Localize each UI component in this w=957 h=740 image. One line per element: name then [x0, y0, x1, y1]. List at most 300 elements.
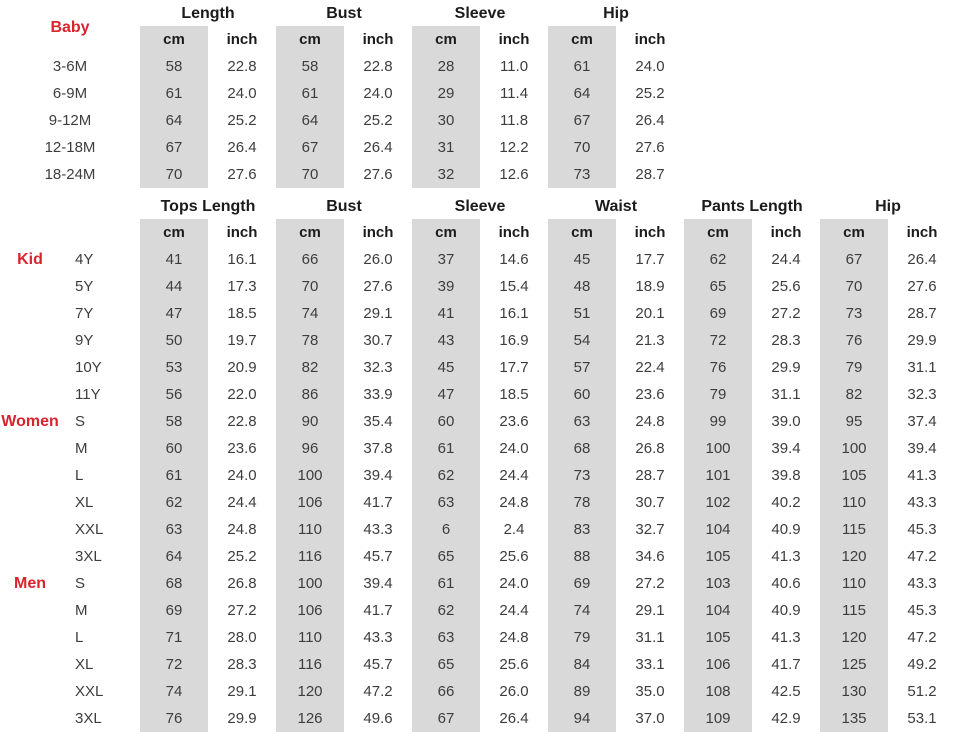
value-cell: 37.0	[635, 710, 665, 727]
value-cell: 86	[276, 381, 344, 408]
value-cell: 53.1	[907, 710, 937, 727]
value-cell: 23.6	[635, 386, 665, 403]
value-cell: 12.2	[499, 139, 529, 156]
value-cell: 29.9	[227, 710, 257, 727]
value-cell: 110	[276, 624, 344, 651]
value-cell: 56	[140, 381, 208, 408]
value-cell: 51	[548, 300, 616, 327]
value-cell: 63	[140, 516, 208, 543]
value-cell: 40.9	[771, 602, 801, 619]
value-cell: 68	[140, 570, 208, 597]
value-cell: 17.7	[499, 359, 529, 376]
value-cell: 37	[412, 246, 480, 273]
value-cell: 24.4	[227, 494, 257, 511]
value-cell: 26.4	[907, 251, 937, 268]
value-cell: 101	[684, 462, 752, 489]
value-cell: 61	[412, 570, 480, 597]
size-label: 10Y	[75, 359, 102, 376]
unit-header-inch: inch	[226, 224, 258, 241]
value-cell: 66	[276, 246, 344, 273]
value-cell: 73	[820, 300, 888, 327]
value-cell: 45.7	[363, 656, 393, 673]
value-cell: 39.0	[771, 413, 801, 430]
value-cell: 100	[276, 570, 344, 597]
unit-header-cm: cm	[548, 26, 616, 53]
value-cell: 65	[412, 651, 480, 678]
unit-header-cm: cm	[684, 219, 752, 246]
value-cell: 27.2	[771, 305, 801, 322]
value-cell: 49.6	[363, 710, 393, 727]
value-cell: 45	[548, 246, 616, 273]
size-label: XXL	[75, 683, 104, 700]
value-cell: 95	[820, 408, 888, 435]
value-cell: 33.9	[363, 386, 393, 403]
value-cell: 25.6	[499, 548, 529, 565]
value-cell: 50	[140, 327, 208, 354]
value-cell: 16.1	[227, 251, 257, 268]
value-cell: 120	[820, 543, 888, 570]
column-group-header: Bust	[326, 198, 362, 215]
value-cell: 43.3	[363, 521, 393, 538]
value-cell: 109	[684, 705, 752, 732]
value-cell: 12.6	[499, 166, 529, 183]
value-cell: 106	[276, 597, 344, 624]
column-group-header: Sleeve	[454, 5, 506, 22]
value-cell: 16.1	[499, 305, 529, 322]
value-cell: 83	[548, 516, 616, 543]
value-cell: 32.3	[363, 359, 393, 376]
value-cell: 67	[412, 705, 480, 732]
value-cell: 65	[684, 273, 752, 300]
size-label: 4Y	[75, 251, 94, 268]
value-cell: 73	[548, 161, 616, 188]
value-cell: 41.3	[771, 548, 801, 565]
value-cell: 27.6	[907, 278, 937, 295]
value-cell: 76	[820, 327, 888, 354]
unit-header-cm: cm	[412, 26, 480, 53]
column-group-header: Hip	[603, 5, 629, 22]
value-cell: 100	[684, 435, 752, 462]
value-cell: 24.4	[499, 602, 529, 619]
value-cell: 116	[276, 651, 344, 678]
value-cell: 79	[684, 381, 752, 408]
section-label-kid: Kid	[17, 250, 43, 268]
section-label-women: Women	[1, 412, 59, 430]
value-cell: 25.6	[499, 656, 529, 673]
value-cell: 29.1	[227, 683, 257, 700]
value-cell: 25.2	[227, 548, 257, 565]
value-cell: 29.9	[771, 359, 801, 376]
value-cell: 26.8	[227, 575, 257, 592]
column-group-header: Bust	[326, 5, 362, 22]
value-cell: 22.0	[227, 386, 257, 403]
value-cell: 76	[140, 705, 208, 732]
value-cell: 26.4	[499, 710, 529, 727]
table-label-baby: Baby	[50, 18, 90, 36]
value-cell: 41.3	[907, 467, 937, 484]
value-cell: 61	[548, 53, 616, 80]
value-cell: 47	[412, 381, 480, 408]
value-cell: 70	[276, 273, 344, 300]
value-cell: 64	[276, 107, 344, 134]
value-cell: 25.2	[363, 112, 393, 129]
column-group-header: Waist	[594, 198, 638, 215]
size-label: 3-6M	[52, 58, 88, 75]
value-cell: 22.8	[363, 58, 393, 75]
value-cell: 11.4	[499, 85, 529, 102]
value-cell: 27.6	[363, 166, 393, 183]
value-cell: 28	[412, 53, 480, 80]
value-cell: 25.2	[227, 112, 257, 129]
value-cell: 104	[684, 597, 752, 624]
value-cell: 70	[140, 161, 208, 188]
value-cell: 64	[140, 543, 208, 570]
value-cell: 61	[412, 435, 480, 462]
unit-header-inch: inch	[226, 31, 258, 48]
value-cell: 57	[548, 354, 616, 381]
value-cell: 22.8	[227, 413, 257, 430]
value-cell: 54	[548, 327, 616, 354]
value-cell: 67	[548, 107, 616, 134]
unit-header-inch: inch	[770, 224, 802, 241]
value-cell: 49.2	[907, 656, 937, 673]
value-cell: 58	[140, 408, 208, 435]
value-cell: 32.7	[635, 521, 665, 538]
value-cell: 28.7	[907, 305, 937, 322]
value-cell: 45.3	[907, 602, 937, 619]
value-cell: 32.3	[907, 386, 937, 403]
value-cell: 41.7	[363, 494, 393, 511]
value-cell: 66	[412, 678, 480, 705]
value-cell: 130	[820, 678, 888, 705]
value-cell: 18.5	[227, 305, 257, 322]
value-cell: 26.8	[635, 440, 665, 457]
value-cell: 28.7	[635, 467, 665, 484]
value-cell: 17.3	[227, 278, 257, 295]
value-cell: 11.0	[499, 58, 529, 75]
value-cell: 24.8	[227, 521, 257, 538]
value-cell: 82	[276, 354, 344, 381]
unit-header-inch: inch	[906, 224, 938, 241]
value-cell: 27.6	[635, 139, 665, 156]
value-cell: 18.5	[499, 386, 529, 403]
value-cell: 27.2	[227, 602, 257, 619]
value-cell: 99	[684, 408, 752, 435]
value-cell: 37.8	[363, 440, 393, 457]
value-cell: 74	[140, 678, 208, 705]
value-cell: 17.7	[635, 251, 665, 268]
value-cell: 39.4	[907, 440, 937, 457]
value-cell: 96	[276, 435, 344, 462]
value-cell: 62	[412, 462, 480, 489]
value-cell: 29.1	[635, 602, 665, 619]
value-cell: 74	[548, 597, 616, 624]
size-label: 11Y	[75, 386, 101, 403]
value-cell: 60	[412, 408, 480, 435]
value-cell: 29.9	[907, 332, 937, 349]
value-cell: 71	[140, 624, 208, 651]
value-cell: 110	[820, 489, 888, 516]
value-cell: 65	[412, 543, 480, 570]
size-label: M	[75, 602, 88, 619]
value-cell: 103	[684, 570, 752, 597]
value-cell: 64	[140, 107, 208, 134]
value-cell: 58	[276, 53, 344, 80]
value-cell: 45.7	[363, 548, 393, 565]
value-cell: 31.1	[635, 629, 665, 646]
value-cell: 72	[140, 651, 208, 678]
value-cell: 73	[548, 462, 616, 489]
value-cell: 24.0	[499, 575, 529, 592]
value-cell: 39.4	[363, 467, 393, 484]
unit-header-cm: cm	[548, 219, 616, 246]
column-group-header: Pants Length	[701, 198, 803, 215]
value-cell: 108	[684, 678, 752, 705]
value-cell: 37.4	[907, 413, 937, 430]
value-cell: 125	[820, 651, 888, 678]
value-cell: 24.0	[363, 85, 393, 102]
value-cell: 35.4	[363, 413, 393, 430]
value-cell: 100	[276, 462, 344, 489]
size-label: XXL	[75, 521, 104, 538]
value-cell: 42.9	[771, 710, 801, 727]
value-cell: 45.3	[907, 521, 937, 538]
value-cell: 110	[820, 570, 888, 597]
value-cell: 70	[820, 273, 888, 300]
value-cell: 43.3	[363, 629, 393, 646]
size-label: 18-24M	[44, 166, 96, 183]
value-cell: 24.8	[635, 413, 665, 430]
value-cell: 53	[140, 354, 208, 381]
value-cell: 28.3	[771, 332, 801, 349]
value-cell: 24.8	[499, 494, 529, 511]
value-cell: 35.0	[635, 683, 665, 700]
value-cell: 60	[140, 435, 208, 462]
value-cell: 31.1	[907, 359, 937, 376]
value-cell: 24.8	[499, 629, 529, 646]
size-label: M	[75, 440, 88, 457]
value-cell: 40.9	[771, 521, 801, 538]
value-cell: 22.8	[227, 58, 257, 75]
value-cell: 105	[820, 462, 888, 489]
value-cell: 84	[548, 651, 616, 678]
value-cell: 41.7	[771, 656, 801, 673]
value-cell: 26.4	[363, 139, 393, 156]
value-cell: 72	[684, 327, 752, 354]
size-label: 7Y	[75, 305, 94, 322]
size-label: 3XL	[75, 548, 102, 565]
value-cell: 40.2	[771, 494, 801, 511]
value-cell: 88	[548, 543, 616, 570]
value-cell: 27.2	[635, 575, 665, 592]
unit-header-cm: cm	[412, 219, 480, 246]
value-cell: 104	[684, 516, 752, 543]
value-cell: 58	[140, 53, 208, 80]
value-cell: 34.6	[635, 548, 665, 565]
unit-header-inch: inch	[362, 31, 394, 48]
value-cell: 40.6	[771, 575, 801, 592]
value-cell: 43.3	[907, 494, 937, 511]
value-cell: 62	[684, 246, 752, 273]
value-cell: 63	[412, 624, 480, 651]
value-cell: 30.7	[635, 494, 665, 511]
value-cell: 39	[412, 273, 480, 300]
value-cell: 70	[276, 161, 344, 188]
value-cell: 67	[820, 246, 888, 273]
value-cell: 41.7	[363, 602, 393, 619]
unit-header-inch: inch	[498, 224, 530, 241]
value-cell: 90	[276, 408, 344, 435]
unit-header-cm: cm	[276, 219, 344, 246]
value-cell: 115	[820, 516, 888, 543]
value-cell: 94	[548, 705, 616, 732]
value-cell: 135	[820, 705, 888, 732]
column-group-header: Length	[181, 5, 235, 22]
value-cell: 79	[820, 354, 888, 381]
value-cell: 24.4	[771, 251, 801, 268]
size-label: L	[75, 629, 84, 646]
value-cell: 6	[412, 516, 480, 543]
value-cell: 39.8	[771, 467, 801, 484]
value-cell: 100	[820, 435, 888, 462]
value-cell: 89	[548, 678, 616, 705]
size-label: 9Y	[75, 332, 94, 349]
value-cell: 29	[412, 80, 480, 107]
value-cell: 78	[548, 489, 616, 516]
size-label: 12-18M	[44, 139, 96, 156]
unit-header-inch: inch	[634, 31, 666, 48]
value-cell: 31.1	[771, 386, 801, 403]
section-label-men: Men	[14, 574, 46, 592]
baby-size-table	[0, 2, 957, 188]
value-cell: 68	[548, 435, 616, 462]
value-cell: 26.4	[635, 112, 665, 129]
value-cell: 44	[140, 273, 208, 300]
size-label: S	[75, 413, 86, 430]
value-cell: 62	[140, 489, 208, 516]
value-cell: 39.4	[363, 575, 393, 592]
value-cell: 48	[548, 273, 616, 300]
value-cell: 14.6	[499, 251, 529, 268]
kid-women-men-size-table	[0, 195, 957, 732]
value-cell: 41.3	[771, 629, 801, 646]
value-cell: 31	[412, 134, 480, 161]
value-cell: 27.6	[227, 166, 257, 183]
value-cell: 67	[140, 134, 208, 161]
column-group-header: Tops Length	[160, 198, 256, 215]
value-cell: 26.0	[499, 683, 529, 700]
size-label: XL	[75, 656, 94, 673]
value-cell: 24.0	[499, 440, 529, 457]
value-cell: 45	[412, 354, 480, 381]
value-cell: 51.2	[907, 683, 937, 700]
value-cell: 106	[276, 489, 344, 516]
unit-header-cm: cm	[820, 219, 888, 246]
value-cell: 42.5	[771, 683, 801, 700]
value-cell: 47.2	[363, 683, 393, 700]
value-cell: 24.0	[635, 58, 665, 75]
unit-header-cm: cm	[276, 26, 344, 53]
value-cell: 15.4	[499, 278, 529, 295]
value-cell: 82	[820, 381, 888, 408]
value-cell: 76	[684, 354, 752, 381]
value-cell: 11.8	[499, 112, 529, 129]
size-label: S	[75, 575, 86, 592]
value-cell: 61	[276, 80, 344, 107]
value-cell: 30	[412, 107, 480, 134]
value-cell: 29.1	[363, 305, 393, 322]
size-label: 3XL	[75, 710, 102, 727]
value-cell: 61	[140, 462, 208, 489]
value-cell: 69	[684, 300, 752, 327]
value-cell: 60	[548, 381, 616, 408]
value-cell: 20.1	[635, 305, 665, 322]
value-cell: 25.2	[635, 85, 665, 102]
size-label: 5Y	[75, 278, 94, 295]
value-cell: 32	[412, 161, 480, 188]
value-cell: 78	[276, 327, 344, 354]
value-cell: 120	[820, 624, 888, 651]
unit-header-inch: inch	[498, 31, 530, 48]
value-cell: 28.3	[227, 656, 257, 673]
value-cell: 63	[412, 489, 480, 516]
value-cell: 47.2	[907, 548, 937, 565]
unit-header-cm: cm	[140, 26, 208, 53]
value-cell: 21.3	[635, 332, 665, 349]
value-cell: 105	[684, 624, 752, 651]
value-cell: 67	[276, 134, 344, 161]
value-cell: 110	[276, 516, 344, 543]
value-cell: 64	[548, 80, 616, 107]
column-group-header: Hip	[875, 198, 901, 215]
value-cell: 26.0	[363, 251, 393, 268]
value-cell: 74	[276, 300, 344, 327]
size-label: L	[75, 467, 84, 484]
value-cell: 116	[276, 543, 344, 570]
value-cell: 47	[140, 300, 208, 327]
value-cell: 102	[684, 489, 752, 516]
value-cell: 33.1	[635, 656, 665, 673]
value-cell: 24.0	[227, 467, 257, 484]
value-cell: 18.9	[635, 278, 665, 295]
value-cell: 23.6	[227, 440, 257, 457]
value-cell: 25.6	[771, 278, 801, 295]
unit-header-inch: inch	[362, 224, 394, 241]
value-cell: 2.4	[503, 521, 525, 538]
value-cell: 24.0	[227, 85, 257, 102]
value-cell: 28.7	[635, 166, 665, 183]
column-group-header: Sleeve	[454, 198, 506, 215]
value-cell: 23.6	[499, 413, 529, 430]
value-cell: 19.7	[227, 332, 257, 349]
value-cell: 62	[412, 597, 480, 624]
value-cell: 79	[548, 624, 616, 651]
value-cell: 61	[140, 80, 208, 107]
value-cell: 47.2	[907, 629, 937, 646]
value-cell: 105	[684, 543, 752, 570]
value-cell: 24.4	[499, 467, 529, 484]
value-cell: 28.0	[227, 629, 257, 646]
value-cell: 22.4	[635, 359, 665, 376]
value-cell: 106	[684, 651, 752, 678]
value-cell: 69	[140, 597, 208, 624]
value-cell: 70	[548, 134, 616, 161]
value-cell: 115	[820, 597, 888, 624]
value-cell: 30.7	[363, 332, 393, 349]
value-cell: 63	[548, 408, 616, 435]
value-cell: 120	[276, 678, 344, 705]
unit-header-inch: inch	[634, 224, 666, 241]
